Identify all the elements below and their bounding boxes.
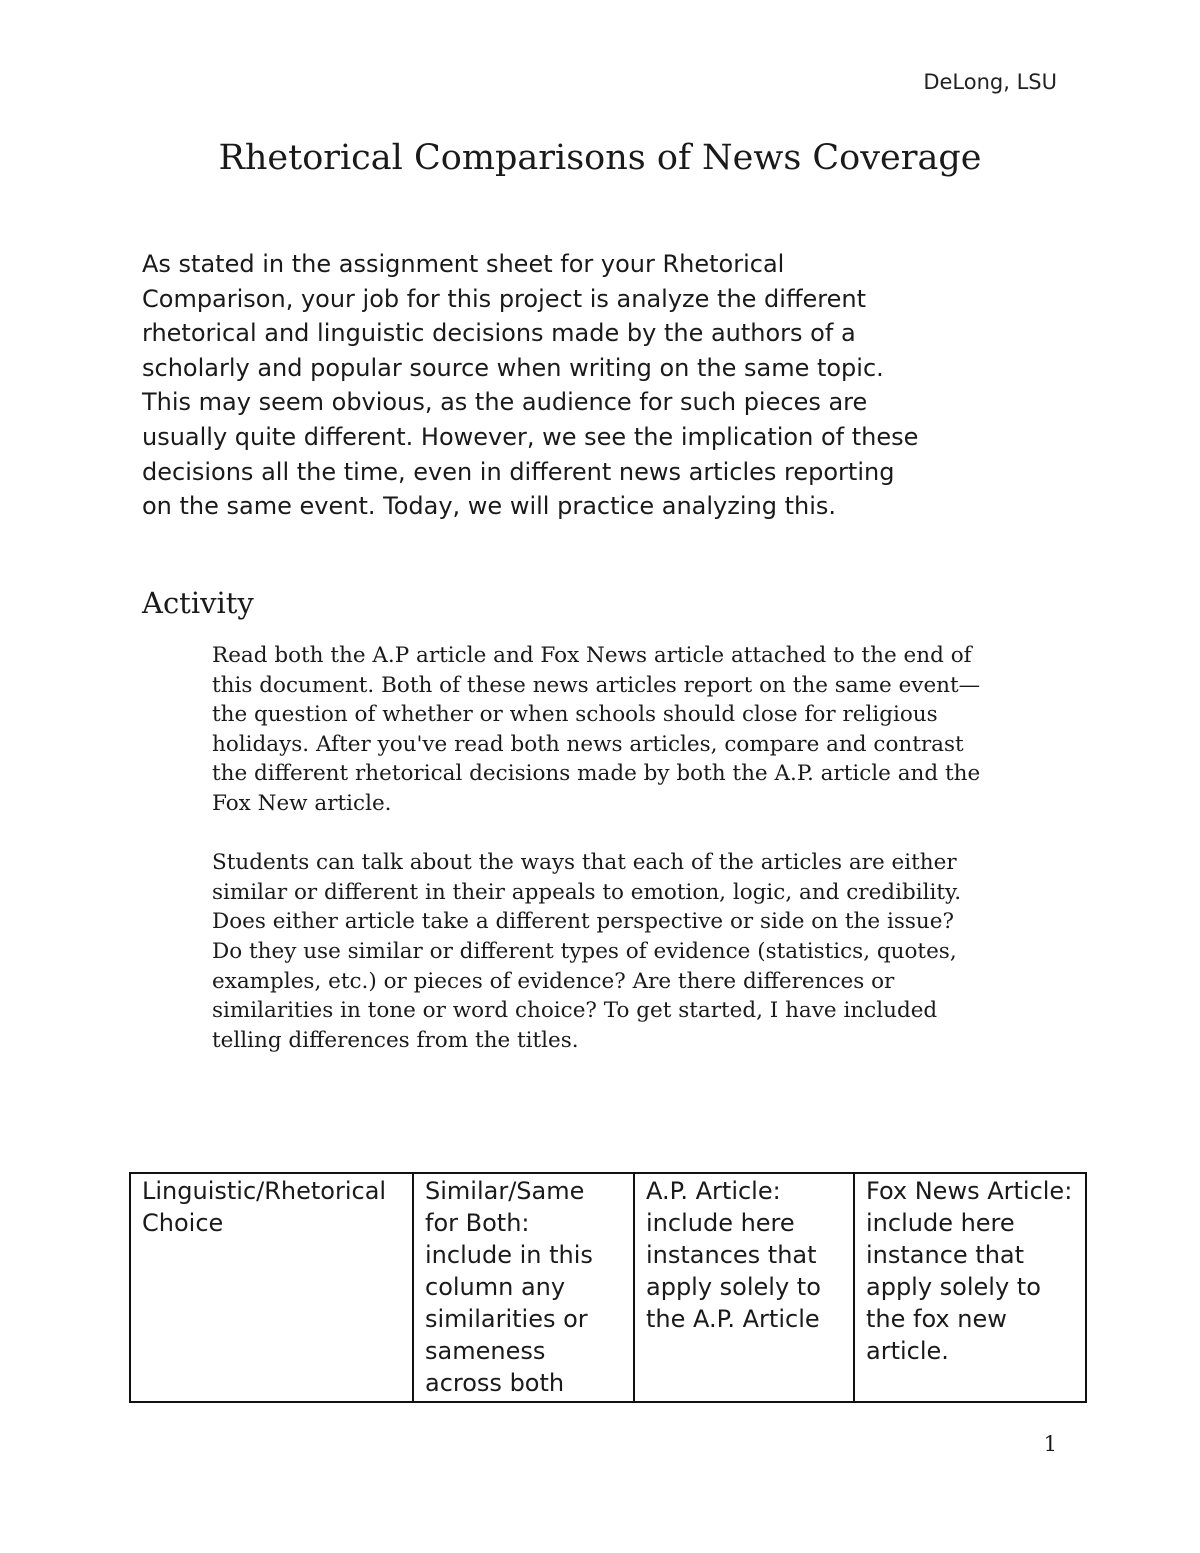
table-cell-similar: Similar/Same for Both: include in this column any similarities or sameness across both [413,1173,634,1402]
table-cell-ap-article: A.P. Article: include here instances that apply solely to the A.P. Article [634,1173,854,1402]
intro-line: decisions all the time, even in different news articles reporting [142,457,895,486]
intro-line: on the same event. Today, we will practice analyzing this. [142,492,837,521]
intro-line: scholarly and popular source when writing on the same topic. [142,353,884,382]
activity-line: Students can talk about the ways that each of the articles are either [212,850,957,876]
intro-line: rhetorical and linguistic decisions made by the authors of a [142,319,856,348]
comparison-table [129,1172,1087,1403]
table-cell-choice: Linguistic/Rhetorical Choice [130,1173,413,1402]
activity-line: similar or different in their appeals to emotion, logic, and credibility. [212,879,962,905]
header-author: DeLong, LSU [923,70,1057,94]
intro-line: Comparison, your job for this project is analyze the different [142,284,866,313]
activity-line: similarities in tone or word choice? To get started, I have included [212,998,938,1024]
activity-line: the different rhetorical decisions made by both the A.P. article and the [212,761,981,787]
intro-line: This may seem obvious, as the audience for such pieces are [142,388,868,417]
activity-line: Read both the A.P article and Fox News article attached to the end of [212,643,972,668]
activity-line: the question of whether or when schools should close for religious [212,702,938,728]
activity-line: Do they use similar or different types of evidence (statistics, quotes, [212,938,957,964]
activity-line: holidays. After you've read both news articles, compare and contrast [212,731,964,757]
intro-line: usually quite different. However, we see the implication of these [142,422,919,451]
activity-paragraph-instructions [212,641,1062,819]
activity-line: Does either article take a different perspective or side on the issue? [212,909,954,935]
table-cell-fox-article: Fox News Article: include here instance that apply solely to the fox new article. [854,1173,1086,1402]
activity-heading: Activity [142,586,254,620]
activity-paragraph-guidance [212,848,1062,1055]
page-number: 1 [1043,1432,1057,1456]
intro-paragraph [142,247,1062,524]
table-row [130,1173,1086,1402]
intro-line: As stated in the assignment sheet for your Rhetorical [142,250,785,278]
activity-body [212,641,1062,1085]
activity-line: examples, etc.) or pieces of evidence? Are there differences or [212,968,895,994]
activity-line: Fox New article. [212,790,392,816]
document-title: Rhetorical Comparisons of News Coverage [218,138,982,178]
activity-line: telling differences from the titles. [212,1027,579,1053]
activity-line: this document. Both of these news articles report on the same event— [212,672,981,698]
